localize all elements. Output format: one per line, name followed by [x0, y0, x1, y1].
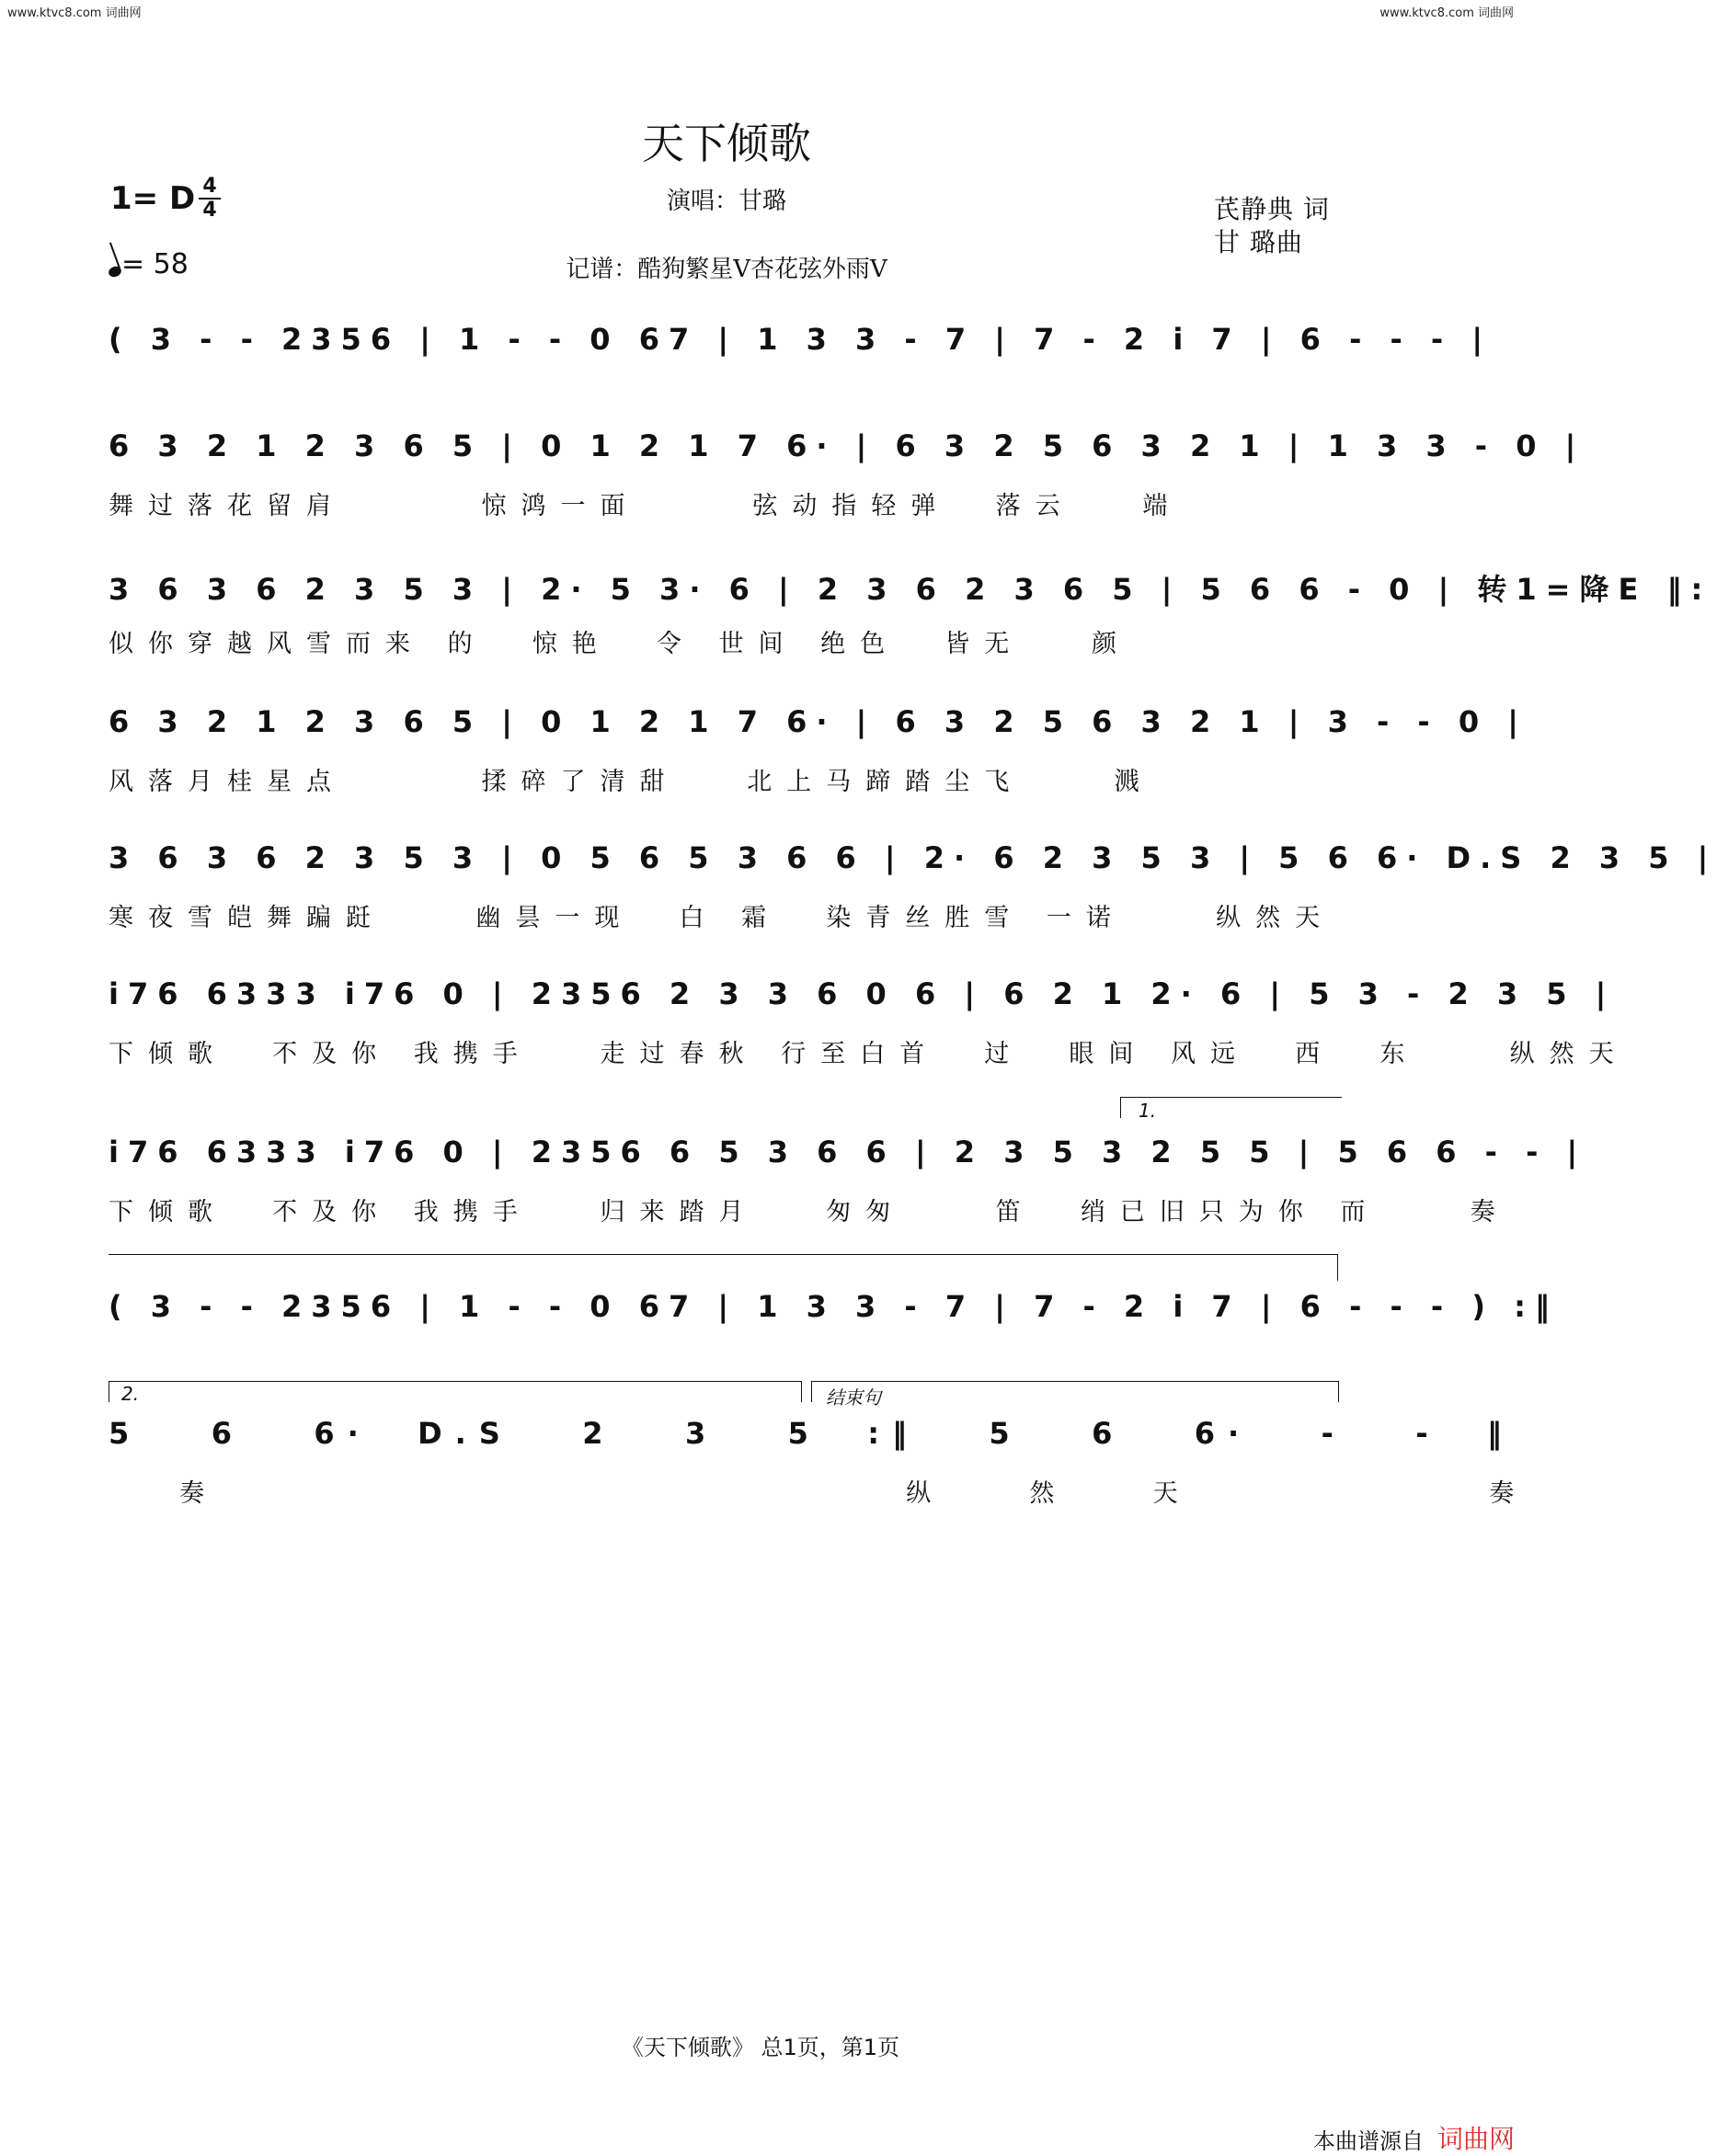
notes: ( 3 - - 2356 | 1 - - 0 67 | 1 3 3 - 7 | 7 - 2 i 7 | 6 - - - |	[109, 322, 1493, 357]
notes: 3 6 3 6 2 3 5 3 | 0 5 6 5 3 6 6 | 2· 6 2 3 5 3 | 5 6 6· D.S 2 3 5 |	[109, 840, 1717, 875]
watermark-left: www.ktvc8.com 词曲网	[7, 6, 142, 20]
tempo-marking	[109, 248, 189, 280]
lyrics: 下倾歌 不及你 我携手 归来踏月 匆匆 笛 绡已旧只为你 而 奏	[109, 1198, 1510, 1226]
song-title: 天下倾歌	[642, 119, 811, 168]
time-signature-top: 4	[202, 175, 217, 198]
composer: 甘 璐曲	[1214, 227, 1303, 257]
time-signature-bottom: 4	[202, 199, 217, 222]
notes: i76 6333 i76 0 | 2356 6 5 3 6 6 | 2 3 5 3 2 5 5 | 5 6 6 - - |	[109, 1135, 1587, 1169]
notes: ( 3 - - 2356 | 1 - - 0 67 | 1 3 3 - 7 | 7 - 2 i 7 | 6 - - - ) :‖	[109, 1289, 1559, 1324]
lyricist: 芪静典 词	[1214, 194, 1330, 224]
notes: 6 3 2 1 2 3 6 5 | 0 1 2 1 7 6· | 6 3 2 5 6 3 2 1 | 1 3 3 - 0 |	[109, 428, 1585, 463]
volta-second-label: 2.	[121, 1383, 140, 1405]
quarter-note-icon	[108, 265, 123, 279]
key-signature: 1= D	[110, 180, 196, 217]
ending-label: 结束句	[826, 1386, 881, 1409]
notes: 5 6 6· D.S 2 3 5 :‖ 5 6 6· - - ‖	[109, 1416, 1515, 1451]
tempo-value: = 58	[121, 248, 189, 280]
page-footer: 《天下倾歌》 总1页，第1页	[621, 2035, 900, 2060]
notes: 3 6 3 6 2 3 5 3 | 2· 5 3· 6 | 2 3 6 2 3 6 5 | 5 6 6 - 0 | 转1=降E ‖:	[109, 572, 1712, 607]
lyrics: 寒夜雪皑舞蹁跹 幽昙一现 白 霜 染青丝胜雪 一诺 纵然天	[109, 904, 1335, 932]
notes: i76 6333 i76 0 | 2356 2 3 3 6 0 6 | 6 2 1 2· 6 | 5 3 - 2 3 5 |	[109, 976, 1616, 1011]
transcriber: 记谱：酷狗繁星V杏花弦外雨V	[566, 256, 887, 283]
volta-bracket-second	[109, 1381, 802, 1402]
brand-logo[interactable]: 词曲网	[1437, 2124, 1516, 2154]
notes: 6 3 2 1 2 3 6 5 | 0 1 2 1 7 6· | 6 3 2 5 6 3 2 1 | 3 - - 0 |	[109, 704, 1528, 739]
lyrics: 舞过落花留肩 惊鸿一面 弦动指轻弹 落云 端	[109, 492, 1183, 520]
volta-first-label: 1.	[1139, 1100, 1157, 1122]
source-text: 本曲谱源自	[1313, 2128, 1424, 2154]
lyrics: 奏 纵 然 天 奏	[109, 1479, 1542, 1508]
singer: 演唱：甘璐	[666, 188, 786, 215]
lyrics: 下倾歌 不及你 我携手 走过春秋 行至白首 过 眼间 风远 西 东 纵然天	[109, 1040, 1629, 1068]
lyrics: 似你穿越风雪而来 的 惊艳 令 世间 绝色 皆无 颜	[109, 630, 1131, 658]
lyrics: 风落月桂星点 揉碎了清甜 北上马蹄踏尘飞 溅	[109, 768, 1154, 796]
watermark-right: www.ktvc8.com 词曲网	[1379, 6, 1514, 20]
ending-bracket	[811, 1381, 1339, 1402]
repeat-bracket	[109, 1254, 1338, 1281]
